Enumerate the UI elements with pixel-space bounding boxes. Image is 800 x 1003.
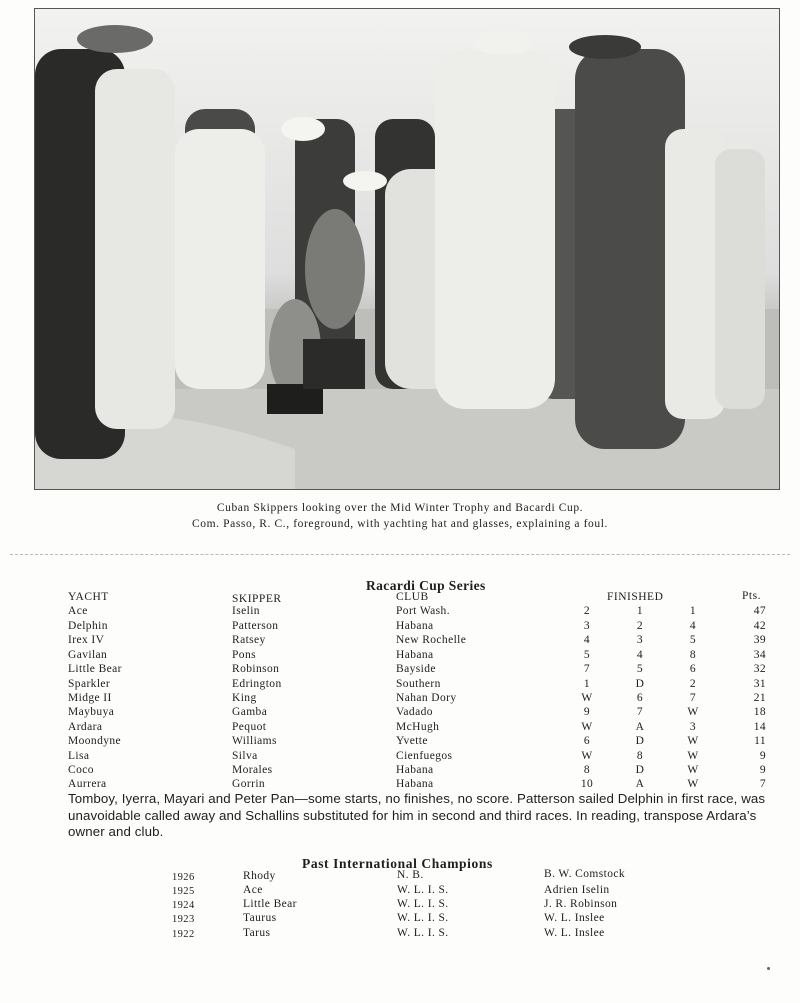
race3-finish: 6 — [689, 663, 697, 675]
table-row — [0, 706, 800, 720]
champion-year: 1923 — [172, 914, 195, 925]
points: 31 — [753, 678, 766, 690]
yacht-name: Maybuya — [68, 706, 115, 718]
race3-finish: W — [687, 750, 699, 762]
race2-finish: 5 — [636, 663, 644, 675]
table-row — [0, 663, 800, 677]
race3-finish: W — [687, 764, 699, 776]
photo-illustration — [35, 9, 779, 489]
historic-photo — [34, 8, 780, 490]
skipper-name: Pons — [232, 649, 256, 661]
club-name: Cienfuegos — [396, 750, 453, 762]
skipper-name: Gorrin — [232, 778, 266, 790]
race2-finish: 3 — [636, 634, 644, 646]
race3-finish: 3 — [689, 721, 697, 733]
race1-finish: 1 — [583, 678, 591, 690]
champion-owner: J. R. Robinson — [544, 898, 618, 910]
skipper-name: Morales — [232, 764, 273, 776]
champion-row — [0, 870, 800, 884]
club-name: Vadado — [396, 706, 433, 718]
race1-finish: 2 — [583, 605, 591, 617]
skipper-name: King — [232, 692, 257, 704]
skipper-name: Patterson — [232, 620, 279, 632]
points: 18 — [753, 706, 766, 718]
champion-owner: W. L. Inslee — [544, 927, 605, 939]
champion-owner: B. W. Comstock — [544, 868, 626, 880]
race2-finish: 1 — [636, 605, 644, 617]
club-name: Nahan Dory — [396, 692, 457, 704]
race3-finish: 1 — [689, 605, 697, 617]
yacht-name: Sparkler — [68, 678, 111, 690]
points: 32 — [753, 663, 766, 675]
skipper-name: Silva — [232, 750, 258, 762]
skipper-name: Iselin — [232, 605, 260, 617]
points: 39 — [753, 634, 766, 646]
champion-yacht: Rhody — [243, 870, 276, 882]
champion-yacht: Little Bear — [243, 898, 297, 910]
skipper-name: Gamba — [232, 706, 268, 718]
champion-owner: Adrien Iselin — [544, 884, 610, 896]
race1-finish: 9 — [583, 706, 591, 718]
header-points: Pts. — [742, 590, 761, 602]
champion-row — [0, 898, 800, 912]
race3-finish: 2 — [689, 678, 697, 690]
club-name: Yvette — [396, 735, 428, 747]
race2-finish: A — [635, 721, 645, 733]
points: 14 — [753, 721, 766, 733]
table-row — [0, 649, 800, 663]
club-name: Port Wash. — [396, 605, 450, 617]
race1-finish: 10 — [580, 778, 594, 790]
skipper-name: Ratsey — [232, 634, 266, 646]
race2-finish: D — [635, 735, 645, 747]
club-name: New Rochelle — [396, 634, 467, 646]
points: 11 — [754, 735, 766, 747]
skipper-name: Pequot — [232, 721, 267, 733]
skipper-name: Edrington — [232, 678, 282, 690]
club-name: Bayside — [396, 663, 436, 675]
club-name: Southern — [396, 678, 441, 690]
yacht-name: Gavilan — [68, 649, 108, 661]
club-name: McHugh — [396, 721, 440, 733]
race1-finish: 5 — [583, 649, 591, 661]
race3-finish: 8 — [689, 649, 697, 661]
race2-finish: 7 — [636, 706, 644, 718]
champion-year: 1922 — [172, 929, 195, 940]
race2-finish: D — [635, 764, 645, 776]
race1-finish: 8 — [583, 764, 591, 776]
points: 42 — [753, 620, 766, 632]
yacht-name: Midge II — [68, 692, 112, 704]
race1-finish: 3 — [583, 620, 591, 632]
race1-finish: W — [581, 721, 593, 733]
race1-finish: W — [581, 750, 593, 762]
yacht-name: Moondyne — [68, 735, 122, 747]
points: 21 — [753, 692, 766, 704]
yacht-name: Irex IV — [68, 634, 105, 646]
skipper-name: Robinson — [232, 663, 280, 675]
champion-club: W. L. I. S. — [397, 927, 449, 939]
club-name: Habana — [396, 778, 434, 790]
header-skipper: SKIPPER — [232, 593, 282, 605]
yacht-name: Lisa — [68, 750, 90, 762]
champion-club: W. L. I. S. — [397, 884, 449, 896]
points: 9 — [759, 750, 766, 762]
table-row — [0, 634, 800, 648]
skipper-name: Williams — [232, 735, 277, 747]
champion-yacht: Ace — [243, 884, 263, 896]
champion-year: 1924 — [172, 900, 195, 911]
table-row — [0, 750, 800, 764]
race2-finish: 2 — [636, 620, 644, 632]
header-club: CLUB — [396, 591, 429, 603]
table-row — [0, 605, 800, 619]
champion-club: N. B. — [397, 869, 424, 881]
points: 7 — [759, 778, 766, 790]
race3-finish: 5 — [689, 634, 697, 646]
print-speck — [767, 967, 770, 970]
yacht-name: Coco — [68, 764, 94, 776]
race2-finish: 6 — [636, 692, 644, 704]
yacht-name: Ace — [68, 605, 88, 617]
race2-finish: 8 — [636, 750, 644, 762]
photo-caption-line1: Cuban Skippers looking over the Mid Winter Trophy and Bacardi Cup. — [216, 502, 584, 514]
series-note: Tomboy, Iyerra, Mayari and Peter Pan—some starts, no finishes, no score. Patterson sailed Delphin in first race, was unavoidable called away and Schallins substituted for him in second and third races. In reading, transpose Ardara’s owner and club. — [68, 791, 766, 839]
race2-finish: 4 — [636, 649, 644, 661]
table-row — [0, 735, 800, 749]
champion-owner: W. L. Inslee — [544, 912, 605, 924]
champion-row — [0, 884, 800, 898]
table-row — [0, 778, 800, 792]
race3-finish: 4 — [689, 620, 697, 632]
champion-year: 1926 — [172, 872, 195, 883]
race1-finish: W — [581, 692, 593, 704]
header-yacht: YACHT — [68, 591, 109, 603]
section-divider — [10, 554, 790, 555]
table-row — [0, 764, 800, 778]
table-row — [0, 620, 800, 634]
header-finished: FINISHED — [607, 591, 664, 603]
table-row — [0, 721, 800, 735]
race1-finish: 4 — [583, 634, 591, 646]
race1-finish: 6 — [583, 735, 591, 747]
champions-title: Past International Champions — [302, 856, 493, 871]
table-row — [0, 692, 800, 706]
champion-club: W. L. I. S. — [397, 898, 449, 910]
race2-finish: A — [635, 778, 645, 790]
points: 9 — [759, 764, 766, 776]
race3-finish: W — [687, 706, 699, 718]
race3-finish: 7 — [689, 692, 697, 704]
points: 47 — [753, 605, 766, 617]
yacht-name: Ardara — [68, 721, 103, 733]
yacht-name: Aurrera — [68, 778, 107, 790]
champion-row — [0, 927, 800, 941]
champion-yacht: Tarus — [243, 927, 271, 939]
race3-finish: W — [687, 778, 699, 790]
yacht-name: Delphin — [68, 620, 108, 632]
race3-finish: W — [687, 735, 699, 747]
champion-club: W. L. I. S. — [397, 912, 449, 924]
photo-caption-line2: Com. Passo, R. C., foreground, with yachting hat and glasses, explaining a foul. — [192, 518, 608, 530]
race2-finish: D — [635, 678, 645, 690]
champion-yacht: Taurus — [243, 912, 277, 924]
points: 34 — [753, 649, 766, 661]
club-name: Habana — [396, 764, 434, 776]
club-name: Habana — [396, 620, 434, 632]
series-title: Racardi Cup Series — [366, 578, 486, 593]
race1-finish: 7 — [583, 663, 591, 675]
club-name: Habana — [396, 649, 434, 661]
champion-row — [0, 912, 800, 926]
champion-year: 1925 — [172, 886, 195, 897]
table-row — [0, 678, 800, 692]
yacht-name: Little Bear — [68, 663, 122, 675]
